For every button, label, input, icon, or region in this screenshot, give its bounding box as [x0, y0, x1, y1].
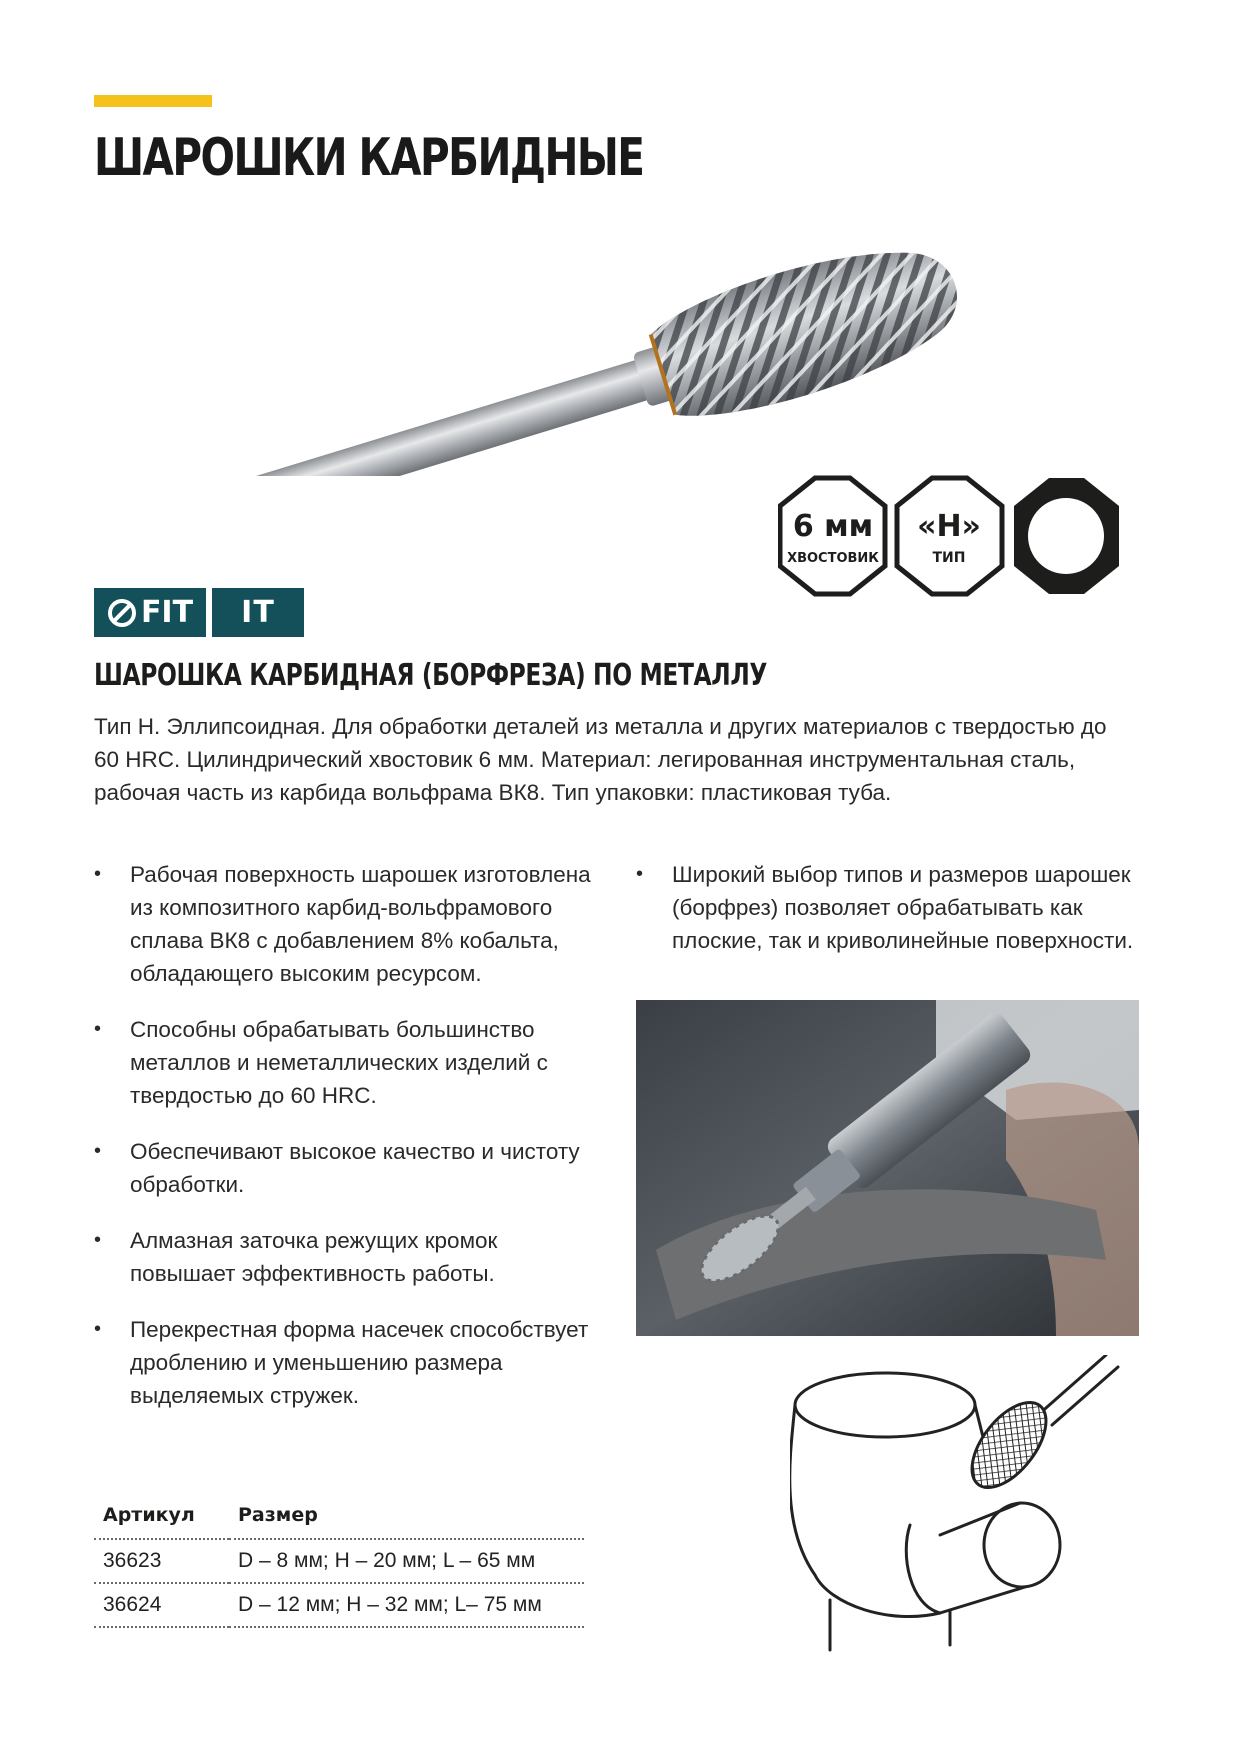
product-description: Тип H. Эллипсоидная. Для обработки деталей из металла и других материалов с твердостью до 60 HRC. Цилиндрический хвостовик 6 мм. Материал: легированная инструментальная сталь, рабочая часть из карбида вольфрама ВК8. Тип упаковки: пластиковая туба. [94, 714, 1107, 805]
title-accent-bar [94, 95, 212, 107]
shank-size-badge [780, 478, 885, 594]
spec-table [94, 1496, 584, 1628]
size-cell: D – 8 мм; H – 20 мм; L – 65 мм [229, 1539, 584, 1583]
product-subtitle: ШАРОШКА КАРБИДНАЯ (БОРФРЕЗА) ПО МЕТАЛЛУ [94, 658, 768, 693]
feature-item: • Обеспечивают высокое качество и чистоту обработки. [94, 1135, 604, 1201]
brand-logos [94, 588, 304, 637]
article-cell: 36624 [94, 1583, 229, 1627]
type-caption: ТИП [932, 550, 966, 566]
feature-item: • Алмазная заточка режущих кромок повышает эффективность работы. [94, 1224, 604, 1290]
feature-item: • Рабочая поверхность шарошек изготовлена из композитного карбид-вольфрамового сплава ВК8 с добавлением 8% кобальта, обладающего высоким ресурсом. [94, 858, 604, 990]
type-value: «H» [917, 509, 981, 544]
shank-size-value: 6 мм [792, 509, 874, 544]
shank-size-caption: ХВОСТОВИК [787, 551, 879, 566]
usage-sketch [790, 1355, 1150, 1655]
size-cell: D – 12 мм; H – 32 мм; L– 75 мм [229, 1583, 584, 1627]
fit-logo-text: FIT [140, 595, 194, 630]
usage-photo [636, 1000, 1139, 1336]
table-header-row [94, 1496, 584, 1539]
fit-emblem-icon [107, 598, 137, 628]
brand-tag: IT [212, 588, 304, 637]
column-header-article: Артикул [94, 1496, 229, 1539]
column-header-size: Размер [229, 1496, 584, 1539]
article-cell: 36623 [94, 1539, 229, 1583]
fit-logo [94, 588, 206, 637]
product-image [228, 236, 1018, 476]
features-list-left [94, 858, 604, 1435]
ellipse-shape-icon [1014, 478, 1119, 594]
table-row [94, 1539, 584, 1583]
feature-item: • Способны обрабатывать большинство металлов и неметаллических изделий с твердостью до 60 HRC. [94, 1013, 604, 1112]
feature-badges [778, 474, 1150, 598]
feature-item: • Широкий выбор типов и размеров шарошек (борфрез) позволяет обрабатывать как плоские, так и криволинейные поверхности. [636, 858, 1156, 957]
features-list-right [636, 858, 1156, 980]
page-title: ШАРОШКИ КАРБИДНЫЕ [94, 128, 644, 188]
feature-item: • Перекрестная форма насечек способствует дроблению и уменьшению размера выделяемых стружек. [94, 1313, 604, 1412]
table-row [94, 1583, 584, 1627]
type-badge [897, 478, 1002, 594]
